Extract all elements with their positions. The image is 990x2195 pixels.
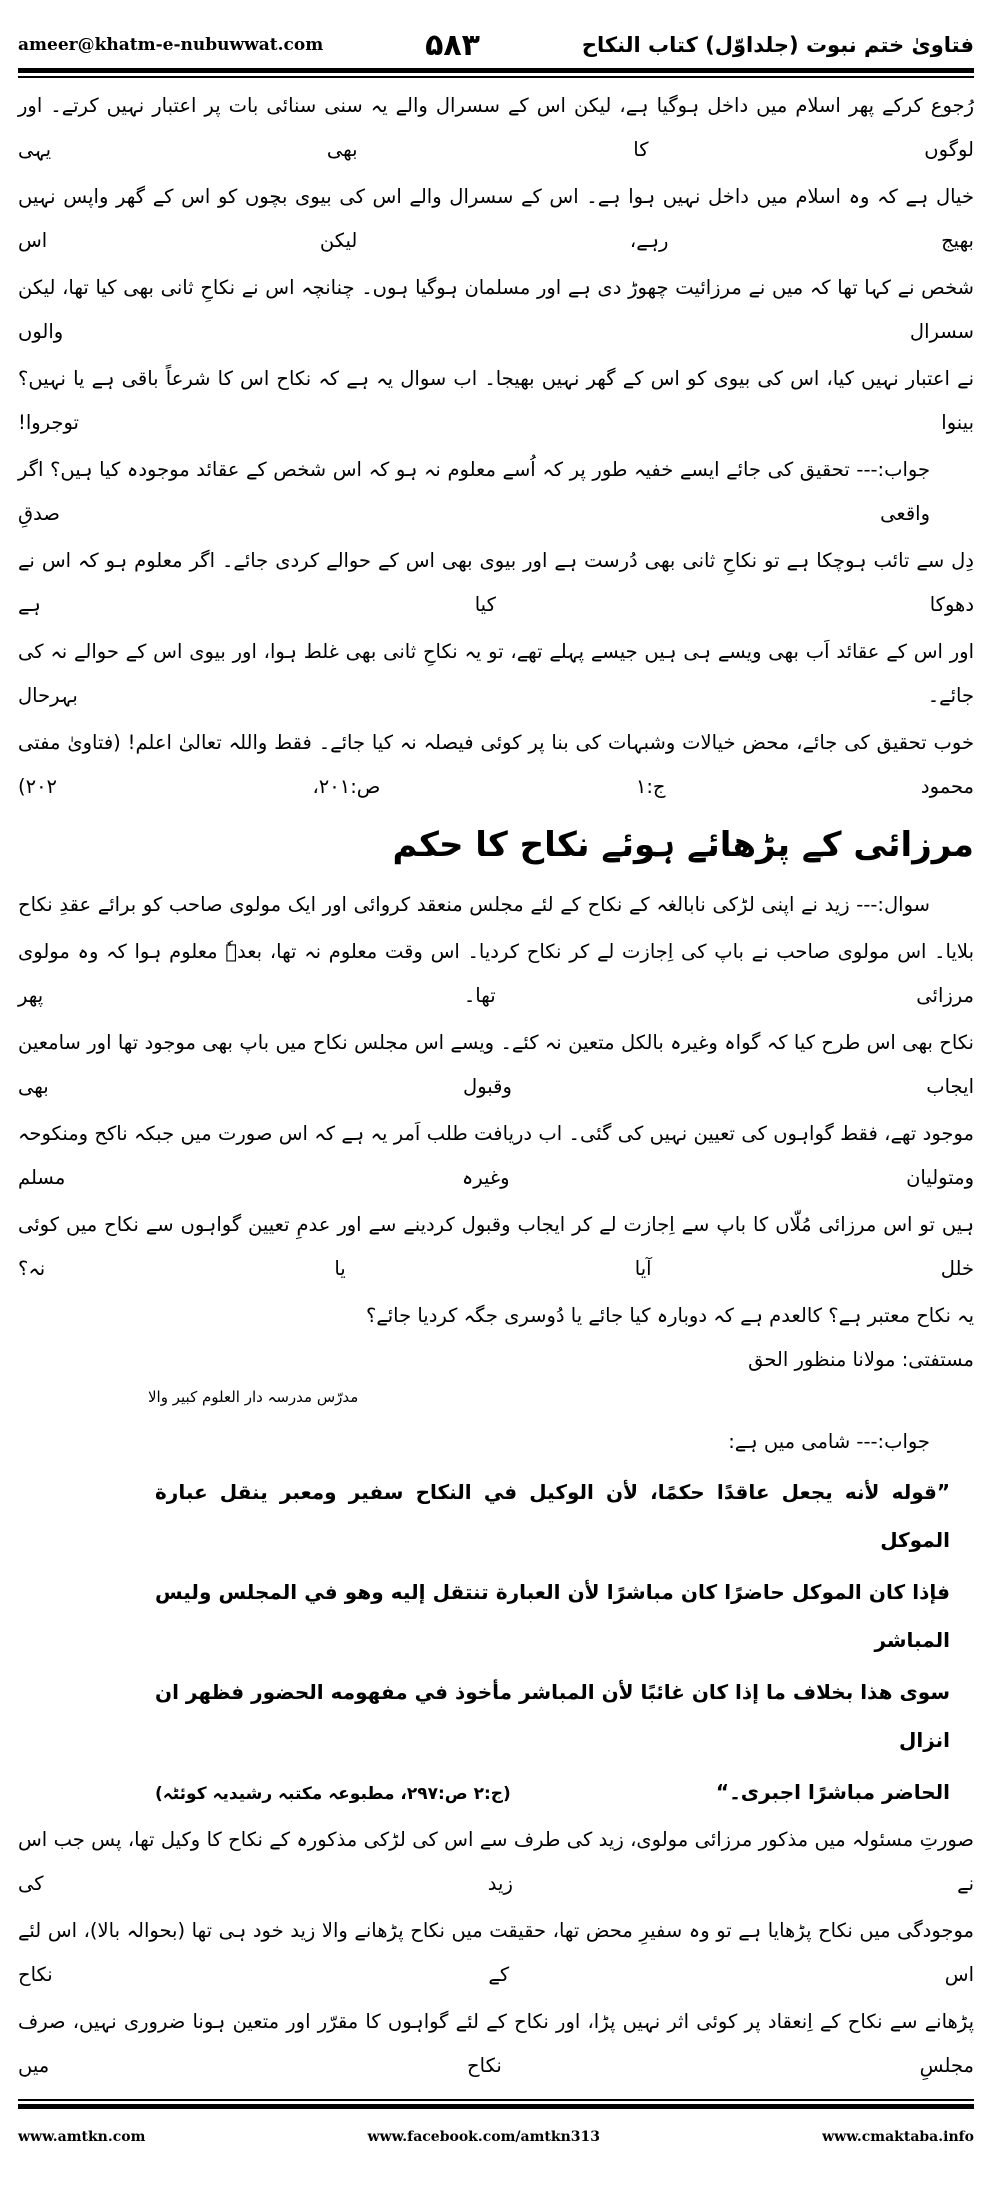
page-footer — [18, 2119, 974, 2155]
intro-line: اور اس کے عقائد اَب بھی ویسے ہی ہیں جیسے پہلے تھے، تو یہ نکاحِ ثانی بھی غلط ہوا، اور بیوی اس کے حوالے نہ کی جائے۔ بہرحال — [18, 640, 974, 707]
question-line: موجود تھے، فقط گواہوں کی تعیین نہیں کی گئی۔ اب دریافت طلب اَمر یہ ہے کہ اس صورت میں جبکہ ناکح ومنکوحہ ومتولیان وغیرہ مسلم — [18, 1122, 974, 1189]
footer-link-cmaktaba[interactable]: www.cmaktaba.info — [822, 2129, 974, 2145]
questioner-title: مدرّس مدرسہ دار العلوم کبیر والا — [148, 1388, 359, 1406]
arabic-quote-line: الحاضر مباشرًا اجبری۔“ — [715, 1780, 950, 1804]
header-email: ameer@khatm-e-nubuwwat.com — [18, 35, 324, 55]
question-line: بلایا۔ اس مولوی صاحب نے باپ کی اِجازت لے کر نکاح کردیا۔ اس وقت معلوم نہ تھا، بعدہٗ معلوم ہوا کہ وہ مولوی مرزائی تھا۔ پھر — [18, 940, 974, 1007]
header-rule-thick — [18, 68, 974, 73]
page-header — [18, 26, 974, 64]
book-title: فتاویٰ ختم نبوت (جلداوّل) کتاب النکاح — [581, 33, 974, 57]
page-body — [18, 84, 974, 2091]
section-heading: مرزائی کے پڑھائے ہوئے نکاح کا حکم — [392, 825, 974, 865]
intro-answer-line: جواب:--- تحقیق کی جائے ایسے خفیہ طور پر کہ اُسے معلوم نہ ہو کہ اس شخص کے عقائد موجودہ کیا ہیں؟ اگر واقعی صدقِ — [18, 458, 930, 525]
footer-link-amtkn[interactable]: www.amtkn.com — [18, 2129, 146, 2145]
questioner-name: مستفتی: مولانا منظور الحق — [748, 1348, 974, 1371]
footer-rule-thick — [18, 2104, 974, 2109]
header-rule-thin — [18, 76, 974, 78]
answer-line: پڑھانے سے نکاح کے اِنعقاد پر کوئی اثر نہیں پڑا، اور نکاح کے لئے گواہوں کا مقرّر اور متعین ہونا ضروری نہیں، صرف مجلسِ نکاح میں — [18, 2010, 974, 2077]
question-line: سوال:--- زید نے اپنی لڑکی نابالغہ کے نکاح کے لئے مجلس منعقد کروائی اور ایک مولوی صاحب کو برائے عقدِ نکاح — [18, 893, 930, 916]
intro-line: خوب تحقیق کی جائے، محض خیالات وشبہات کی بنا پر کوئی فیصلہ نہ کیا جائے۔ فقط واللہ تعالیٰ اعلم! (فتاویٰ مفتی محمود ج:۱ ص:۲۰۱، ۲۰۲) — [18, 731, 974, 798]
page-number: ۵۸۳ — [425, 27, 480, 63]
arabic-quote-line: سوى هذا بخلاف ما إذا كان غائبًا لأن المباشر مأخوذ في مفهومه الحضور فظهر ان انزال — [155, 1680, 950, 1752]
question-last-row — [18, 1294, 974, 1382]
arabic-last-row — [18, 1768, 974, 1818]
intro-line: شخص نے کہا تھا کہ میں نے مرزائیت چھوڑ دی ہے اور مسلمان ہوگیا ہوں۔ چنانچہ اس نے نکاحِ ثانی بھی کیا تھا، لیکن سسرال والوں — [18, 276, 974, 343]
intro-line: رُجوع کرکے پھر اسلام میں داخل ہوگیا ہے، لیکن اس کے سسرال والے یہ سنی سنائی بات پر اعتبار نہیں کرتے۔ اور لوگوں کا بھی یہی — [18, 94, 974, 161]
question-line: نکاح بھی اس طرح کیا کہ گواہ وغیرہ بالکل متعین نہ کئے۔ ویسے اس مجلس نکاح میں باپ بھی موجود تھا اور سامعین ایجاب وقبول بھی — [18, 1031, 974, 1098]
footer-rule-thin — [18, 2099, 974, 2101]
footer-link-facebook[interactable]: www.facebook.com/amtkn313 — [367, 2129, 600, 2145]
arabic-quote-line: فإذا كان الموكل حاضرًا كان مباشرًا لأن العبارة تنتقل إليه وهو في المجلس وليس المباشر — [155, 1580, 950, 1652]
question-line: یہ نکاح معتبر ہے؟ کالعدم ہے کہ دوبارہ کیا جائے یا دُوسری جگہ کردیا جائے؟ — [365, 1304, 974, 1327]
answer-line: موجودگی میں نکاح پڑھایا ہے تو وہ سفیرِ محض تھا، حقیقت میں نکاح پڑھانے والا زید خود ہی تھا (بحوالہ بالا)، اس لئے اس کے نکاح — [18, 1919, 974, 1986]
intro-line: نے اعتبار نہیں کیا، اس کی بیوی کو اس کے گھر نہیں بھیجا۔ اب سوال یہ ہے کہ نکاح اس کا شرعاً باقی ہے یا نہیں؟ بینوا توجروا! — [18, 367, 974, 434]
quote-reference: (ج:۲ ص:۲۹۷، مطبوعہ مکتبہ رشیدیہ کوئٹہ) — [155, 1784, 511, 1804]
arabic-quote-line: ”قوله لأنه يجعل عاقدًا حكمًا، لأن الوكيل في النكاح سفير ومعبر ينقل عبارة الموكل — [155, 1480, 950, 1552]
answer-intro: جواب:--- شامی میں ہے: — [728, 1430, 930, 1453]
spacer — [18, 2091, 974, 2099]
intro-line: خیال ہے کہ وہ اسلام میں داخل نہیں ہوا ہے۔ اس کے سسرال والے اس کی بیوی بچوں کو اس کے گھر واپس نہیں بھیج رہے، لیکن اس — [18, 185, 974, 252]
question-line: ہیں تو اس مرزائی مُلّاں کا باپ سے اِجازت لے کر ایجاب وقبول کردینے سے اور عدمِ تعیین گواہوں سے نکاح میں کوئی خلل آیا یا نہ؟ — [18, 1213, 974, 1280]
intro-line: دِل سے تائب ہوچکا ہے تو نکاحِ ثانی بھی دُرست ہے اور بیوی بھی اس کے حوالے کردی جائے۔ اگر معلوم ہو کہ اس نے دھوکا کیا ہے — [18, 549, 974, 616]
answer-line: صورتِ مسئولہ میں مذکور مرزائی مولوی، زید کی طرف سے اس کی لڑکی مذکورہ کے نکاح کا وکیل تھا، پس جب اس نے زید کی — [18, 1828, 974, 1895]
